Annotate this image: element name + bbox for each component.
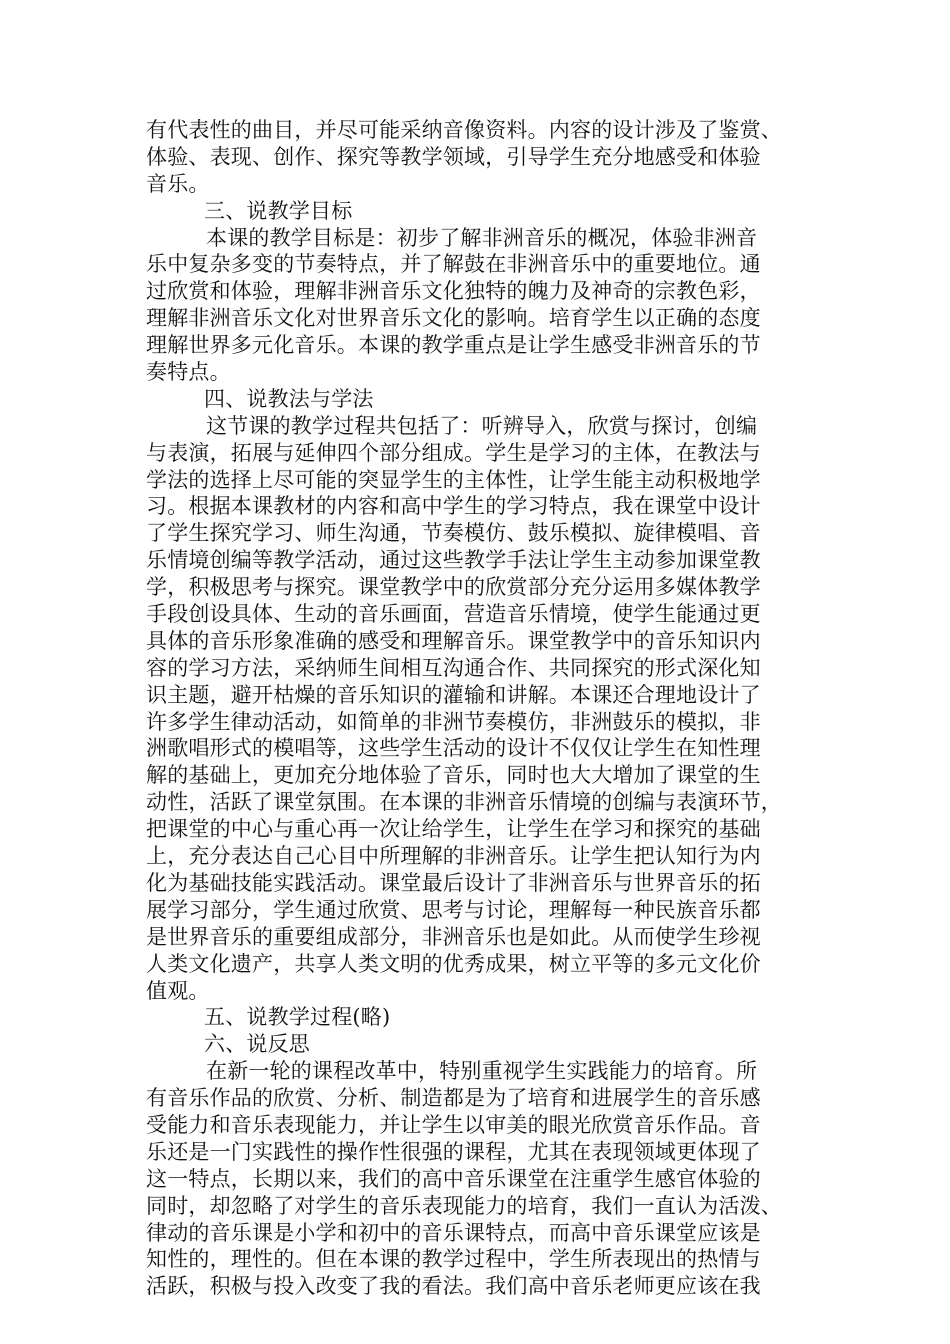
text-line: 这节课的教学过程共包括了：听辨导入，欣赏与探讨，创编 xyxy=(206,413,758,438)
text-line: 体验、表现、创作、探究等教学领域，引导学生充分地感受和体验 xyxy=(146,144,761,169)
text-line: 了学生探究学习、师生沟通，节奏模仿、鼓乐模拟、旋律模唱、音 xyxy=(146,521,761,546)
text-line: 学法的选择上尽可能的突显学生的主体性，让学生能主动积极地学 xyxy=(146,467,761,492)
text-line: 活跃，积极与投入改变了我的看法。我们高中音乐老师更应该在我 xyxy=(146,1274,761,1299)
text-line: 理解世界多元化音乐。本课的教学重点是让学生感受非洲音乐的节 xyxy=(146,333,761,358)
text-line: 动性，活跃了课堂氛围。在本课的非洲音乐情境的创编与表演环节， xyxy=(146,790,782,815)
text-line: 这一特点，长期以来，我们的高中音乐课堂在注重学生感官体验的 xyxy=(146,1166,761,1191)
text-line: 习。根据本课教材的内容和高中学生的学习特点，我在课堂中设计 xyxy=(146,494,761,519)
text-line: 学，积极思考与探究。课堂教学中的欣赏部分充分运用多媒体教学 xyxy=(146,575,761,600)
text-line: 值观。 xyxy=(146,978,210,1003)
section-heading: 五、说教学过程(略) xyxy=(204,1005,391,1030)
body-text xyxy=(146,117,810,1300)
text-line: 音乐。 xyxy=(146,171,210,196)
text-line: 展学习部分，学生通过欣赏、思考与讨论，理解每一种民族音乐都 xyxy=(146,897,761,922)
section-heading: 四、说教法与学法 xyxy=(204,386,374,411)
text-line: 乐情境创编等教学活动，通过这些教学手法让学生主动参加课堂教 xyxy=(146,548,761,573)
text-line: 知性的，理性的。但在本课的教学过程中，学生所表现出的热情与 xyxy=(146,1247,761,1272)
text-line: 乐还是一门实践性的操作性很强的课程，尤其在表现领域更体现了 xyxy=(146,1139,761,1164)
text-line: 在新一轮的课程改革中，特别重视学生实践能力的培育。所 xyxy=(206,1059,758,1084)
text-line: 律动的音乐课是小学和初中的音乐课特点，而高中音乐课堂应该是 xyxy=(146,1220,761,1245)
text-line: 过欣赏和体验，理解非洲音乐文化独特的魄力及神奇的宗教色彩， xyxy=(146,279,761,304)
text-line: 人类文化遗产，共享人类文明的优秀成果，树立平等的多元文化价 xyxy=(146,951,761,976)
text-line: 许多学生律动活动，如简单的非洲节奏模仿，非洲鼓乐的模拟，非 xyxy=(146,709,761,734)
text-line: 手段创设具体、生动的音乐画面，营造音乐情境，使学生能通过更 xyxy=(146,602,761,627)
text-line: 识主题，避开枯燥的音乐知识的灌输和讲解。本课还合理地设计了 xyxy=(146,682,761,707)
text-line: 有代表性的曲目，并尽可能采纳音像资料。内容的设计涉及了鉴赏、 xyxy=(146,118,782,142)
text-line: 是世界音乐的重要组成部分，非洲音乐也是如此。从而使学生珍视 xyxy=(146,924,761,949)
text-line: 化为基础技能实践活动。课堂最后设计了非洲音乐与世界音乐的拓 xyxy=(146,870,761,895)
text-line: 与表演，拓展与延伸四个部分组成。学生是学习的主体，在教法与 xyxy=(146,440,761,465)
text-line: 奏特点。 xyxy=(146,360,231,385)
text-line: 把课堂的中心与重心再一次让给学生，让学生在学习和探究的基础 xyxy=(146,817,761,842)
text-line: 理解非洲音乐文化对世界音乐文化的影响。培育学生以正确的态度 xyxy=(146,306,761,331)
text-line: 同时，却忽略了对学生的音乐表现能力的培育，我们一直认为活泼、 xyxy=(146,1193,782,1218)
text-line: 具体的音乐形象准确的感受和理解音乐。课堂教学中的音乐知识内 xyxy=(146,628,761,653)
text-line: 解的基础上，更加充分地体验了音乐，同时也大大增加了课堂的生 xyxy=(146,763,761,788)
section-heading: 六、说反思 xyxy=(204,1032,310,1057)
text-line: 本课的教学目标是：初步了解非洲音乐的概况，体验非洲音 xyxy=(206,225,758,250)
text-line: 容的学习方法，采纳师生间相互沟通合作、共同探究的形式深化知 xyxy=(146,655,761,680)
text-line: 上，充分表达自己心目中所理解的非洲音乐。让学生把认知行为内 xyxy=(146,844,761,869)
section-heading: 三、说教学目标 xyxy=(204,198,353,223)
text-line: 洲歌唱形式的模唱等，这些学生活动的设计不仅仅让学生在知性理 xyxy=(146,736,761,761)
text-line: 乐中复杂多变的节奏特点，并了解鼓在非洲音乐中的重要地位。通 xyxy=(146,252,761,277)
text-line: 有音乐作品的欣赏、分析、制造都是为了培育和进展学生的音乐感 xyxy=(146,1086,761,1111)
text-line: 受能力和音乐表现能力，并让学生以审美的眼光欣赏音乐作品。音 xyxy=(146,1112,761,1137)
